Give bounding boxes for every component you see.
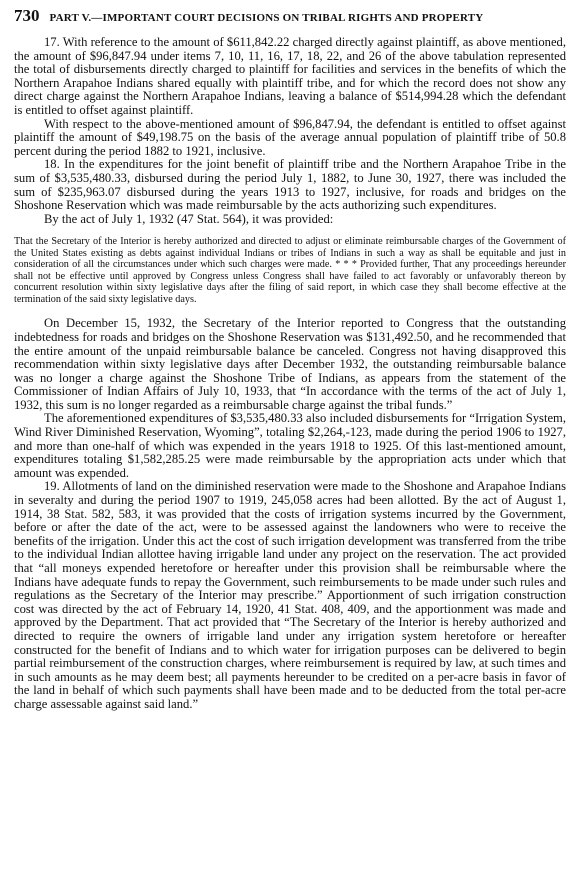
paragraph-irrigation-expenditures: The aforementioned expenditures of $3,535,480.33 also included disbursements for “Irrigation System, Wind River Diminished Reservation, Wyoming”, totaling $2,264,-123, made during the period 1906 to 1927, and more than one-half of which was expended in the years 1918 to 1925. Of this last-mentioned amount, expenditures totaling $1,582,285.25 were made reimbursable by the appropriation acts under which that amount was expended.	[14, 411, 566, 480]
paragraph-17: 17. With reference to the amount of $611,842.22 charged directly against plaintiff, as above mentioned, the amount of $96,847.94 under items 7, 10, 11, 16, 17, 18, 22, and 26 of the above tabulation represented the total of disbursements directly charged to plaintiff for facilities and services in the benefits of which the Northern Arapahoe Indians shared equally with plaintiff tribe, and for which the record does not show any direct charge against the Northern Arapahoe Indians, leaving a balance of $514,994.28 which the defendant is entitled to offset against plaintiff.	[14, 35, 566, 117]
statute-quote: That the Secretary of the Interior is hereby authorized and directed to adjust or eliminate reimbursable charges of the Government of the United States existing as debts against individual Indians or tribes of Indians in such a way as shall be equitable and just in consideration of all the circumstances under which such charges were made. * * * Provided further, That any proceedings hereunder shall not be effective until approved by Congress unless Congress shall have failed to act favorably or unfavorably thereon by concurrent resolution within sixty legislative days after the filing of said report, in which case they shall become effective at the termination of the said sixty legislative days.	[14, 236, 566, 305]
paragraph-act-intro: By the act of July 1, 1932 (47 Stat. 564), it was provided:	[44, 211, 334, 226]
running-head: PART V.—IMPORTANT COURT DECISIONS ON TRIBAL RIGHTS AND PROPERTY	[49, 12, 484, 24]
page-header	[14, 6, 566, 36]
paragraph-19: 19. Allotments of land on the diminished reservation were made to the Shoshone and Arapahoe Indians in severalty and during the period 1907 to 1919, 245,058 acres had been allotted. By the act of August 1, 1914, 38 Stat. 582, 583, it was provided that the costs of irrigation systems incurred by the Government, before or after the date of the act, were to be assessed against the landowners who were to receive the benefits of the irrigation. Under this act the cost of such irrigation development was transferred from the tribe to the individual Indian allottee having irrigable land under any project on the reservation. The act provided that “all moneys expended heretofore or hereafter under this provision shall be reimbursable where the Indians have adequate funds to repay the Government, such reimbursements to be made under such rules and regulations as the Secretary of the Interior may prescribe.” Apportionment of such irrigation construction cost was directed by the act of February 14, 1920, 41 Stat. 408, 409, and the apportionment was made and approved by the Department. That act provided that “The Secretary of the Interior is hereby authorized and directed to require the owners of irrigable land under any irrigation system heretofore or hereafter constructed for the benefit of Indians and to which water for irrigation purposes can be delivered to begin partial reimbursement of the construction charges, where reimbursement is required by law, at such times and in such amounts as he may deem best; all payments hereunder to be credited on a per-acre basis in favor of the land in behalf of which such payments shall have been made and to be deducted from the total per-acre charge assessable against said land.”	[14, 479, 566, 711]
paragraph-18: 18. In the expenditures for the joint benefit of plaintiff tribe and the Northern Arapahoe Tribe in the sum of $3,535,480.33, disbursed during the period July 1, 1882, to June 30, 1927, there was included the sum of $235,963.07 disbursed during the years 1913 to 1927, inclusive, for roads and bridges on the Shoshone Reservation which was made reimbursable by the acts authorizing such expenditures.	[14, 157, 566, 213]
paragraph-secretary-report: On December 15, 1932, the Secretary of the Interior reported to Congress that the outstanding indebtedness for roads and bridges on the Shoshone Reservation was $131,492.50, and he recommended that the entire amount of the unpaid reimbursable balance be canceled. Congress not having disapproved this recommendation within sixty legislative days after December 1932, the outstanding reimbursable balance was no longer a charge against the Shoshone Tribe of Indians, as appears from the statement of the Commissioner of Indian Affairs of July 10, 1933, that “In accordance with the terms of the act of July 1, 1932, this sum is no longer regarded as a reimbursable charge against the tribal funds.”	[14, 316, 566, 412]
page-number: 730	[14, 6, 40, 25]
paragraph-offset-amount: With respect to the above-mentioned amount of $96,847.94, the defendant is entitled to offset against plaintiff the amount of $49,198.75 on the basis of the average annual population of plaintiff tribe of 50.8 percent during the period 1882 to 1921, inclusive.	[14, 116, 566, 158]
document-page	[14, 6, 566, 712]
